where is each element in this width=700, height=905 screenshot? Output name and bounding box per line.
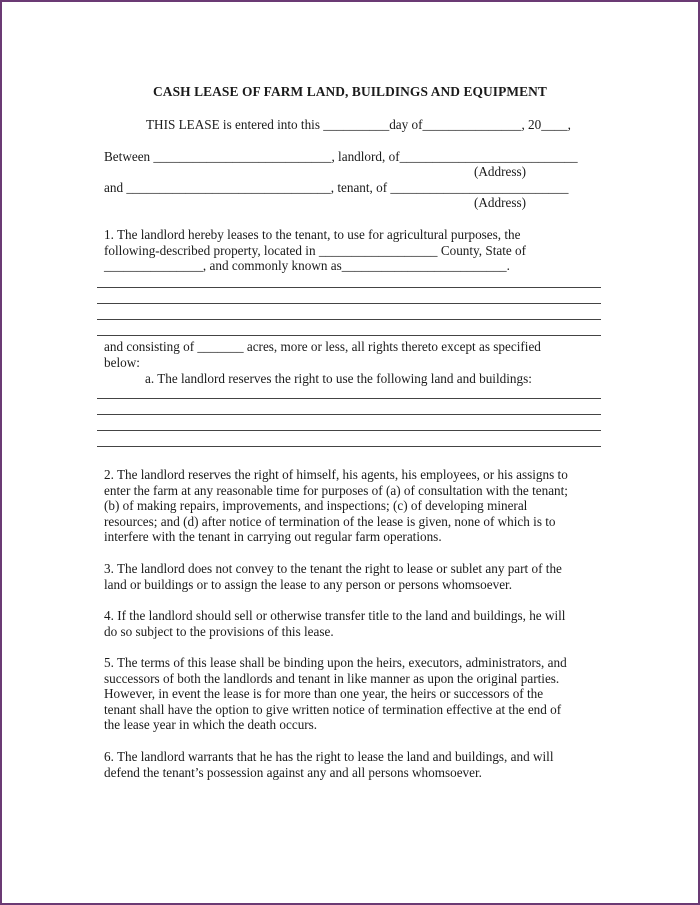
section-1-line: _______________, and commonly known as_________________________. [104,258,510,273]
section-3 [104,561,596,592]
section-2-line: resources; and (d) after notice of termination of the lease is given, none of which is to [104,513,556,529]
section-5-line: However, in event the lease is for more than one year, the heirs or successors of the [104,686,544,701]
blank-line [97,287,601,288]
clause-a: a. The landlord reserves the right to use the following land and buildings: [145,371,532,386]
section-4-line: 4. If the landlord should sell or otherwise transfer title to the land and buildings, he will [104,608,566,623]
and-tenant-line: and _______________________________, tenant, of ___________________________ [104,180,569,195]
blank-line [97,414,601,415]
blank-line [97,319,601,320]
consisting-line: below: [104,354,140,370]
section-4 [104,608,596,639]
section-5-line: tenant shall have the option to give written notice of termination effective at the end of [104,701,562,717]
tenant-address-label: (Address) [474,195,527,210]
section-2-line: (b) of making repairs, improvements, and inspections; (c) of developing mineral [104,498,528,513]
section-2-line: enter the farm at any reasonable time for purposes of (a) of consultation with the tenant; [104,482,568,498]
section-3-line: land or buildings or to assign the lease to any person or persons whomsoever. [104,576,513,592]
section-5-line: 5. The terms of this lease shall be binding upon the heirs, executors, administrators, and [104,655,567,670]
blank-line [97,398,601,399]
section-6-line: 6. The landlord warrants that he has the right to lease the land and buildings, and will [104,749,554,764]
section-2-line: interfere with the tenant in carrying out regular farm operations. [104,529,442,544]
section-2-line: 2. The landlord reserves the right of himself, his agents, his employees, or his assigns to [104,467,568,482]
consisting-paragraph [104,339,596,370]
landlord-address-label: (Address) [474,164,527,179]
section-5 [104,655,596,733]
section-6 [104,749,596,780]
blank-line [97,446,601,447]
section-1-line: 1. The landlord hereby leases to the tenant, to use for agricultural purposes, the [104,227,521,242]
document-title: CASH LEASE OF FARM LAND, BUILDINGS AND EQUIPMENT [153,84,547,99]
blank-line [97,303,601,304]
consisting-line: and consisting of _______ acres, more or less, all rights thereto except as specified [104,339,541,354]
section-4-line: do so subject to the provisions of this lease. [104,623,334,639]
section-1-line: following-described property, located in __________________ County, State of [104,242,527,258]
between-landlord-line: Between ___________________________, landlord, of___________________________ [104,149,578,164]
section-6-line: defend the tenant’s possession against any and all persons whomsoever. [104,764,482,780]
intro-line: THIS LEASE is entered into this __________day of_______________, 20____, [146,117,571,132]
blank-line [97,430,601,431]
section-5-line: successors of both the landlords and tenant in like manner as upon the original parties. [104,670,560,686]
section-2 [104,467,596,545]
section-1 [104,227,596,274]
blank-line [97,335,601,336]
section-5-line: the lease year in which the death occurs. [104,717,318,732]
section-3-line: 3. The landlord does not convey to the tenant the right to lease or sublet any part of the [104,561,562,576]
